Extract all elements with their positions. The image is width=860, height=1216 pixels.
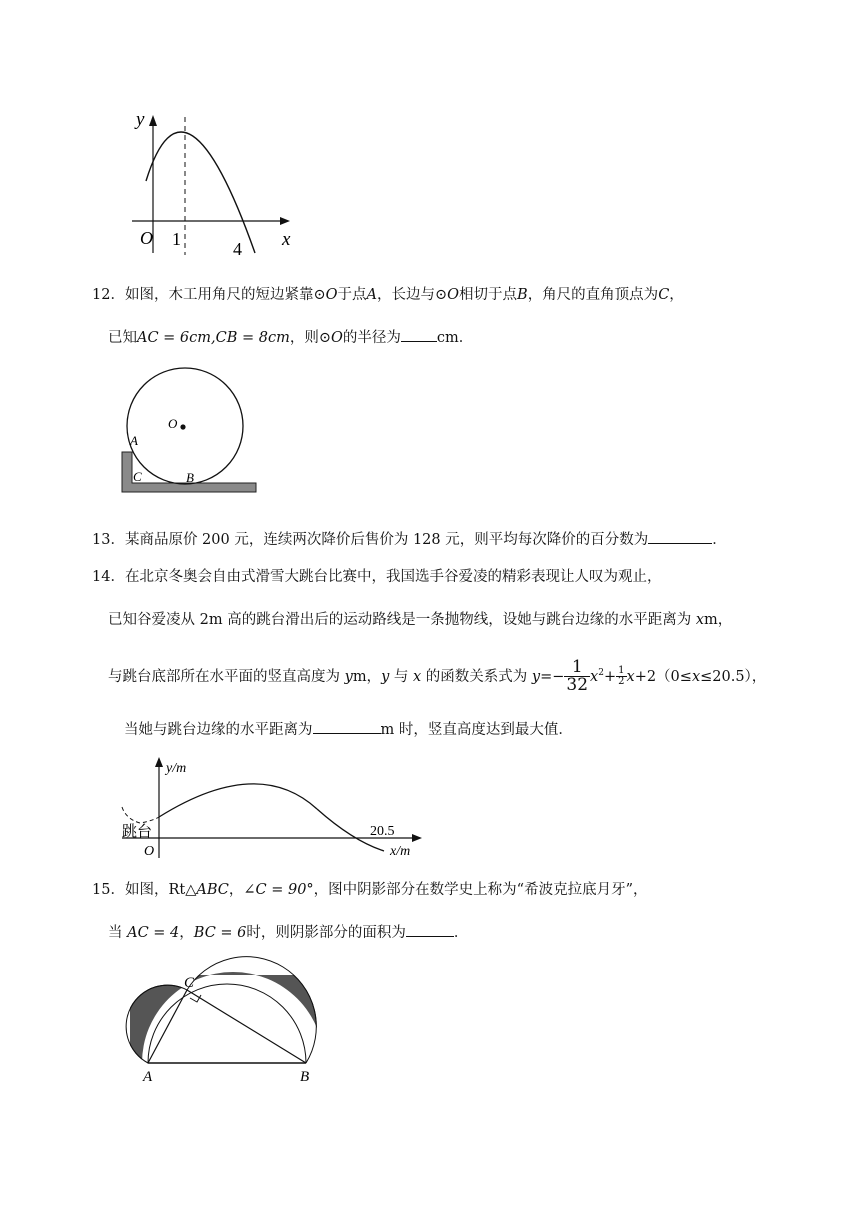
end-value-label: 20.5 — [370, 824, 395, 839]
platform-dashed-curve — [122, 807, 159, 823]
y-axis-arrow — [149, 115, 157, 126]
answer-blank — [313, 718, 381, 734]
q15-line-1: 15．如图，Rt△ABC，∠C = 90°，图中阴影部分在数学史上称为“希波克拉底月牙”， — [92, 882, 648, 898]
answer-blank — [406, 921, 454, 937]
q12-circle-figure — [118, 368, 268, 498]
fraction-1-over-2: $\frac{1}{2}$ — [618, 665, 625, 688]
y-axis-label: y — [136, 109, 145, 130]
q14-ski-jump-figure — [118, 755, 428, 860]
x-axis-label: x/m — [390, 844, 411, 859]
origin-label: O — [140, 228, 153, 248]
q14-line-1: 14．在北京冬奥会自由式滑雪大跳台比赛中，我国选手谷爱凌的精彩表现让人叹为观止， — [92, 569, 662, 585]
question-number: 14 — [92, 569, 111, 585]
question-number: 15 — [92, 882, 111, 898]
parabola-curve — [146, 132, 255, 253]
answer-blank — [648, 528, 712, 544]
tick-label-1: 1 — [172, 229, 181, 249]
fraction-1-over-32: $\frac{1}{32}$ — [566, 657, 589, 696]
q14-line-2: 已知谷爱凌从 2m 高的跳台滑出后的运动路线是一条抛物线，设她与跳台边缘的水平距离为 xm， — [108, 612, 733, 628]
y-axis-label: y/m — [166, 761, 187, 776]
q13-line-1: 13．某商品原价 200 元，连续两次降价后售价为 128 元，则平均每次降价的百分数为 ． — [92, 528, 727, 550]
q14-line-3: 与跳台底部所在水平面的竖直高度为 ym，y 与 x 的函数关系式为 y=− $\frac{1}{32}$ $x^2+$ $\frac{1}{2}$ x+2（0≤x≤20.5）， — [108, 657, 767, 696]
label-a: A — [143, 1069, 153, 1085]
label-a: A — [130, 433, 138, 448]
center-point — [180, 424, 185, 429]
label-c: C — [133, 469, 142, 484]
label-c: C — [184, 975, 195, 991]
x-axis-arrow — [412, 834, 422, 842]
platform-label: 跳台 — [122, 824, 153, 840]
q15-line-2: 当 AC = 4，BC = 6时，则阴影部分的面积为 ． — [108, 921, 468, 943]
q15-lunes-figure — [130, 975, 330, 1085]
tick-label-4: 4 — [233, 239, 242, 259]
x-axis-label: x — [282, 229, 291, 250]
x-axis-arrow — [280, 217, 290, 225]
semicircle-ab — [148, 984, 306, 1063]
label-o: O — [168, 416, 178, 431]
q12-line-2: 已知AC = 6cm,CB = 8cm，则⊙O的半径为 cm． — [108, 326, 473, 348]
y-axis-arrow — [155, 757, 163, 767]
q11-parabola-figure — [120, 105, 310, 259]
answer-blank — [401, 326, 437, 342]
label-b: B — [186, 470, 194, 485]
q14-line-4: 当她与跳台边缘的水平距离为 m 时，竖直高度达到最大值． — [124, 718, 573, 740]
q12-line-1: 12．如图，木工用角尺的短边紧靠⊙O于点A，长边与⊙O相切于点B，角尺的直角顶点为C， — [92, 287, 684, 303]
origin-label: O — [144, 844, 155, 859]
question-number: 13 — [92, 532, 111, 548]
question-number: 12 — [92, 287, 111, 303]
label-b: B — [300, 1069, 310, 1085]
trajectory-curve — [159, 784, 317, 817]
